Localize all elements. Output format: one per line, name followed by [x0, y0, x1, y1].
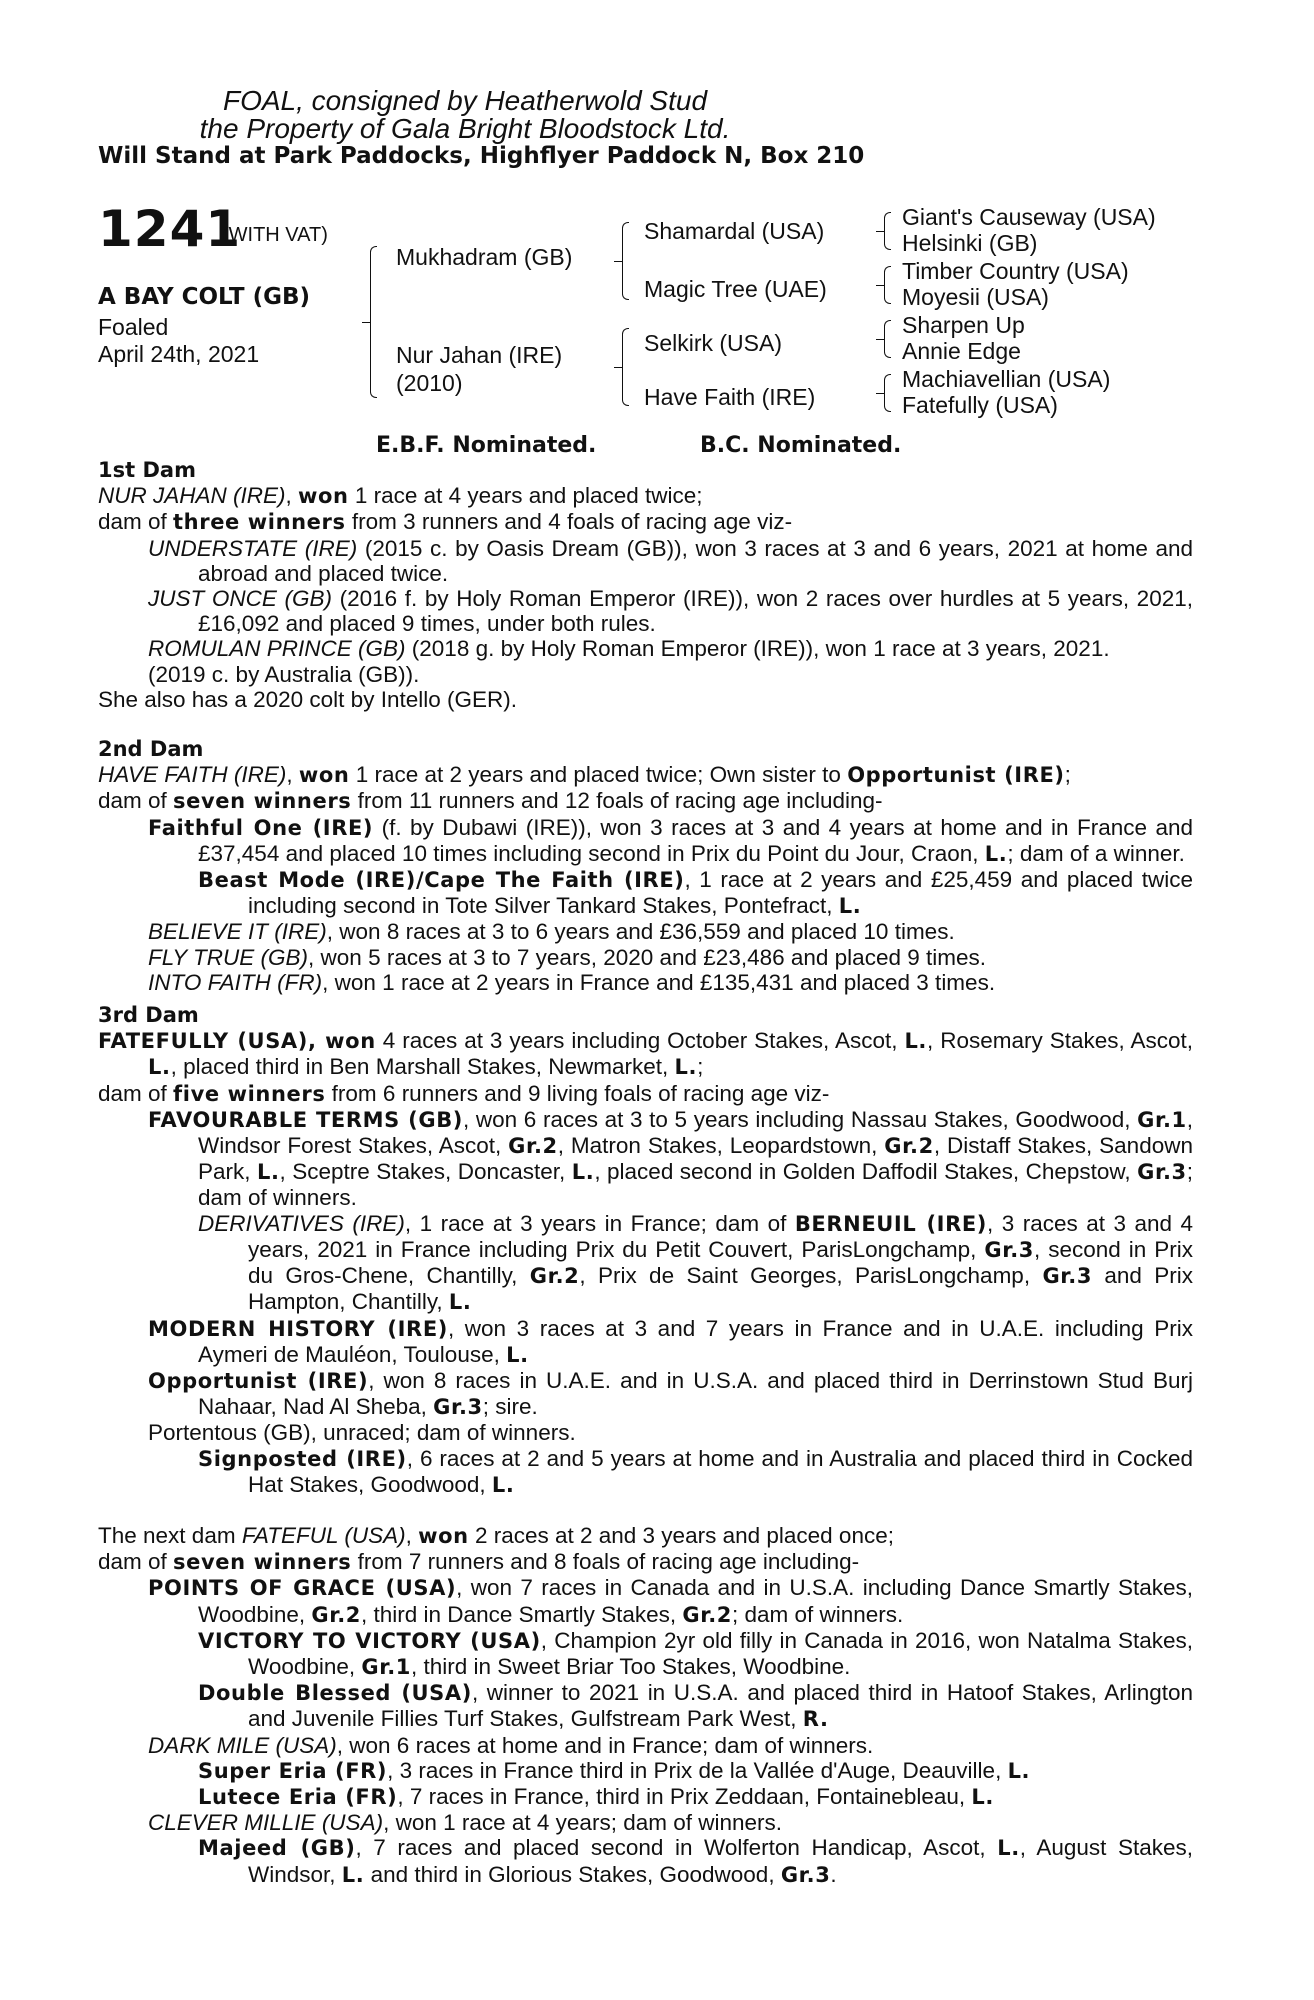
dam-dam-name: Have Faith (IRE): [644, 384, 816, 410]
dam-year: (2010): [396, 370, 463, 396]
ancestor-4: Moyesii (USA): [902, 284, 1049, 310]
produce-record: DARK MILE (USA), won 6 races at home and in France; dam of winners.: [148, 1732, 874, 1758]
ancestor-2: Helsinki (GB): [902, 230, 1038, 256]
ebf-nomination: E.B.F. Nominated.: [376, 433, 597, 458]
foaled-date: April 24th, 2021: [98, 341, 260, 367]
sire-name: Mukhadram (GB): [396, 244, 573, 270]
next-dam-line-2: dam of seven winners from 7 runners and 8 foals of racing age including-: [98, 1549, 860, 1575]
stand-location: Will Stand at Park Paddocks, Highflyer Paddock N, Box 210: [98, 143, 865, 169]
produce-record: VICTORY TO VICTORY (USA), Champion 2yr old filly in Canada in 2016, won Natalma Stakes, Woodbine, Gr.1, third in Sweet Briar Too Stakes, Woodbine.: [198, 1627, 1193, 1679]
produce-record: (2019 c. by Australia (GB)).: [148, 661, 420, 687]
property-line: the Property of Gala Bright Bloodstock Ltd.: [199, 113, 731, 144]
produce-record: FLY TRUE (GB), won 5 races at 3 to 7 years, 2020 and £23,486 and placed 9 times.: [148, 944, 986, 970]
ancestor-6: Annie Edge: [902, 338, 1021, 364]
produce-record: INTO FAITH (FR), won 1 race at 2 years in France and £135,431 and placed 3 times.: [148, 969, 996, 995]
ancestor-5: Sharpen Up: [902, 312, 1025, 338]
vat-note: (WITH VAT): [222, 224, 328, 246]
produce-record: Portentous (GB), unraced; dam of winners.: [148, 1420, 576, 1446]
produce-record: Lutece Eria (FR), 7 races in France, third in Prix Zeddaan, Fontainebleau, L.: [198, 1783, 994, 1809]
produce-record: UNDERSTATE (IRE) (2015 c. by Oasis Dream (GB)), won 3 races at 3 and 6 years, 2021 at home and abroad and placed twice.: [148, 535, 1193, 586]
produce-record: Majeed (GB), 7 races and placed second in Wolferton Handicap, Ascot, L., August Stakes, Windsor, L. and third in Glorious Stakes, Goodwood, Gr.3.: [198, 1835, 1193, 1887]
produce-record: BELIEVE IT (IRE), won 8 races at 3 to 6 years and £36,559 and placed 10 times.: [148, 919, 955, 945]
first-dam-heading: 1st Dam: [98, 458, 196, 482]
pedigree-bracket-3a: [884, 212, 891, 250]
ancestor-3: Timber Country (USA): [902, 258, 1129, 284]
pedigree-bracket-2a: [622, 222, 629, 300]
produce-record: FAVOURABLE TERMS (GB), won 6 races at 3 to 5 years including Nassau Stakes, Goodwood, Gr.1, Windsor Forest Stakes, Ascot, Gr.2, Matron Stakes, Leopardstown, Gr.2, Distaff Stakes, Sandown Park, L., Sceptre Stakes, Doncaster, L., placed second in Golden Daffodil Stakes, Chepstow, Gr.3; dam of winners.: [148, 1106, 1193, 1211]
produce-record: ROMULAN PRINCE (GB) (2018 g. by Holy Roman Emperor (IRE)), won 1 race at 3 years, 2021.: [148, 636, 1110, 662]
consignor-line: FOAL, consigned by Heatherwold Stud: [222, 85, 708, 116]
produce-record: Signposted (IRE), 6 races at 2 and 5 years at home and in Australia and placed third in Cocked Hat Stakes, Goodwood, L.: [198, 1445, 1194, 1497]
first-dam-line-2: dam of three winners from 3 runners and 4 foals of racing age viz-: [98, 509, 793, 535]
sire-sire-name: Shamardal (USA): [644, 218, 825, 244]
produce-record: DERIVATIVES (IRE), 1 race at 3 years in France; dam of BERNEUIL (IRE), 3 races at 3 and 4 years, 2021 in France including Prix du Petit Couvert, ParisLongchamp, Gr.3, second in Prix du Gros-Chene, Chantilly, Gr.2, Prix de Saint Georges, ParisLongchamp, Gr.3 and Prix Hampton, Chantilly, L.: [198, 1210, 1194, 1315]
pedigree-details: [98, 458, 1193, 1888]
sire-dam-name: Magic Tree (UAE): [644, 276, 827, 302]
produce-record: Faithful One (IRE) (f. by Dubawi (IRE)), won 3 races at 3 and 4 years at home and in France and £37,454 and placed 10 times including second in Prix du Point du Jour, Craon, L.; dam of a winner.: [148, 814, 1193, 866]
foaled-label: Foaled: [98, 314, 169, 340]
pedigree-bracket-1: [370, 246, 377, 398]
ancestor-8: Fatefully (USA): [902, 392, 1058, 418]
ancestor-7: Machiavellian (USA): [902, 366, 1111, 392]
second-dam-line-2: dam of seven winners from 11 runners and 12 foals of racing age including-: [98, 788, 883, 814]
produce-record: POINTS OF GRACE (USA), won 7 races in Canada and in U.S.A. including Dance Smartly Stakes, Woodbine, Gr.2, third in Dance Smartly Stakes, Gr.2; dam of winners.: [148, 1575, 1193, 1627]
lot-number: 1241: [98, 200, 242, 258]
produce-record: MODERN HISTORY (IRE), won 3 races at 3 and 7 years in France and in U.A.E. including Prix Aymeri de Mauléon, Toulouse, L.: [148, 1315, 1193, 1367]
foaled-info: [98, 314, 259, 368]
produce-note: She also has a 2020 colt by Intello (GER).: [98, 686, 517, 712]
pedigree-bracket-3d: [884, 374, 891, 412]
ancestor-1: Giant's Causeway (USA): [902, 204, 1156, 230]
produce-record: JUST ONCE (GB) (2016 f. by Holy Roman Emperor (IRE)), won 2 races over hurdles at 5 years, 2021, £16,092 and placed 9 times, under both rules.: [148, 586, 1193, 637]
produce-record: Double Blessed (USA), winner to 2021 in U.S.A. and placed third in Hatoof Stakes, Arlington and Juvenile Fillies Turf Stakes, Gulfstream Park West, R.: [198, 1680, 1193, 1732]
third-dam-line-1: FATEFULLY (USA), won 4 races at 3 years including October Stakes, Ascot, L., Rosemary Stakes, Ascot, L., placed third in Ben Marshall Stakes, Newmarket, L.;: [98, 1028, 1193, 1080]
produce-record: Opportunist (IRE), won 8 races in U.A.E. and in U.S.A. and placed third in Derrinstown Stud Burj Nahaar, Nad Al Sheba, Gr.3; sire.: [148, 1367, 1193, 1420]
first-dam-line-1: NUR JAHAN (IRE), won 1 race at 4 years and placed twice;: [98, 483, 703, 509]
lot-description: A BAY COLT (GB): [98, 284, 311, 310]
dam-name: Nur Jahan (IRE): [396, 342, 563, 368]
pedigree-bracket-3b: [884, 266, 891, 304]
dam-sire-name: Selkirk (USA): [644, 330, 783, 356]
second-dam-line-1: HAVE FAITH (IRE), won 1 race at 2 years and placed twice; Own sister to Opportunist (IRE);: [98, 762, 1071, 788]
next-dam-line-1: The next dam FATEFUL (USA), won 2 races at 2 and 3 years and placed once;: [98, 1522, 894, 1548]
third-dam-heading: 3rd Dam: [98, 1003, 199, 1028]
bc-nomination: B.C. Nominated.: [700, 433, 902, 458]
third-dam-line-2: dam of five winners from 6 runners and 9 living foals of racing age viz-: [98, 1080, 830, 1106]
produce-record: Beast Mode (IRE)/Cape The Faith (IRE), 1 race at 2 years and £25,459 and placed twice including second in Tote Silver Tankard Stakes, Pontefract, L.: [198, 867, 1193, 919]
pedigree-bracket-2b: [622, 328, 629, 406]
pedigree-bracket-3c: [884, 320, 891, 358]
produce-record: CLEVER MILLIE (USA), won 1 race at 4 years; dam of winners.: [148, 1810, 783, 1836]
produce-record: Super Eria (FR), 3 races in France third in Prix de la Vallée d'Auge, Deauville, L.: [198, 1757, 1031, 1783]
second-dam-heading: 2nd Dam: [98, 737, 204, 762]
